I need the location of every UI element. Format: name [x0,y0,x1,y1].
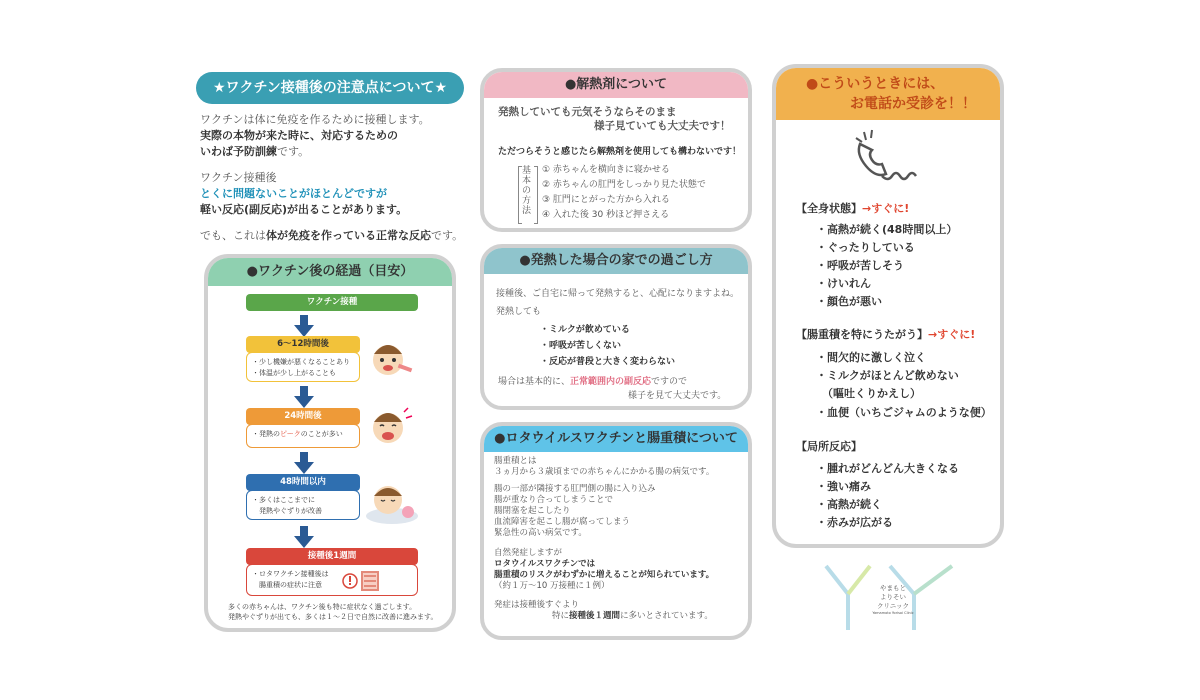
footer-line: 多くの赤ちゃんは、ワクチン後も特に症状なく過ごします。 [228,603,417,611]
home-text: 場合は基本的に、 [498,377,571,387]
step-vaccination: ワクチン接種 [246,294,418,311]
call-header-line: お電話か受診を！！ [850,96,976,112]
home-highlight: 正常範囲内の副反応 [570,377,652,387]
home-care-header: ●発熱した場合の家での過ごし方 [484,248,748,274]
intro-line: 実際の本物が来た時に、対応するための [200,129,398,142]
call-card [772,64,1004,548]
rota-card [480,422,752,640]
call-item: （嘔吐くりかえし） [822,387,921,400]
call-section-intussusception [796,326,975,342]
step-line: ・ロタワクチン接種後は [252,570,329,578]
step-6-12h-box [246,352,360,382]
step-48h-label: 48時間以内 [246,474,360,491]
call-item: ・顔色が悪い [816,295,882,308]
method-step: ③ 肛門にとがった方から入れる [542,195,670,205]
step-1week-box [246,564,418,596]
rota-text: 特に [552,611,570,621]
logo-line: よりそい [880,593,906,601]
step-6-12h-label: 6〜12時間後 [246,336,360,353]
call-item: ・ぐったりしている [816,241,915,254]
fussy-baby-icon [368,338,414,380]
step-text: ・発熱の [252,430,280,438]
method-label: 基本の方法 [521,166,531,216]
rota-line: ３ヵ月から３歳頃までの赤ちゃんにかかる腸の病気です。 [494,467,715,477]
antipyretic-header: ●解熱剤について [484,72,748,98]
rota-bold-line: ロタウイルスワクチンでは [494,559,596,569]
call-urgent: →すぐに! [928,328,976,341]
home-care-card [480,244,752,410]
intro-bold: 体が免疫を作っている正常な反応 [266,229,431,242]
rota-line: 自然発症しますが [494,548,563,558]
intro-line: ワクチン接種後 [200,171,277,184]
home-line: 様子を見て大丈夫です。 [628,391,727,401]
rota-para-2 [494,484,656,539]
intro-paragraph-1 [200,112,430,160]
intro-highlight: とくに問題ないことがほとんどですが [200,187,387,200]
intro-paragraph-3 [200,228,463,244]
call-item: ・高熱が続く [816,498,882,511]
sleeping-baby-icon [364,478,422,526]
rota-para-3 [494,548,714,592]
call-item: ・けいれん [816,277,871,290]
step-line: ・多くはここまでに [252,496,315,504]
method-step: ④ 入れた後 30 秒ほど押さえる [542,210,670,220]
logo-line: やまもと [880,584,906,592]
step-24h-box [246,424,360,448]
home-check: ・呼吸が苦しくない [540,341,622,351]
page-title: ★ワクチン接種後の注意点について★ [196,72,464,104]
call-item: ・腫れがどんどん大きくなる [816,462,959,475]
intro-bold: いわば予防訓練 [200,145,277,158]
call-item: ・呼吸が苦しそう [816,259,904,272]
intro-line: ワクチンは体に免疫を作るために接種します。 [200,113,430,126]
crying-baby-icon [368,404,414,448]
intro-text: でも、これは [200,229,266,242]
intro-paragraph-2 [200,170,407,218]
step-line: 発熱やぐずりが改善 [252,507,322,515]
logo-line: クリニック [876,602,910,610]
rota-line: （約１万〜10 万接種に１例） [494,581,610,591]
step-48h-box [246,490,360,520]
rota-bold-line: 腸重積のリスクがわずかに増えることが知られています。 [494,570,715,580]
rota-header: ●ロタウイルスワクチンと腸重積について [484,426,748,452]
rota-line: 腸重積とは [494,456,537,466]
method-step: ① 赤ちゃんを横向きに寝かせる [542,165,670,175]
rota-line: 発症は接種後すぐより [494,600,580,610]
down-arrow-icon [294,526,314,548]
call-item: ・間欠的に激しく泣く [816,351,926,364]
logo-text [868,584,918,616]
home-text: ですので [651,377,688,387]
home-summary [498,376,687,389]
step-text: のことが多い [300,430,343,438]
down-arrow-icon [294,315,314,337]
antipyretic-highlight-2: 様子見ていても大丈夫です！ [594,120,731,132]
step-24h-label: 24時間後 [246,408,360,425]
call-card-header [776,68,1000,120]
intro-text: です。 [277,145,310,158]
intestine-warning-icon [342,568,382,594]
rota-line: 腸閉塞を起こしたり [494,506,571,516]
call-item: ・赤みが広がる [816,516,893,529]
rota-para-4 [494,600,713,622]
clinic-logo [824,562,956,632]
antipyretic-highlight-1: 発熱していても元気そうならそのまま [498,106,677,118]
step-line: ・体温が少し上がることも [252,369,336,377]
phone-icon [852,126,922,186]
rota-para-1 [494,456,714,478]
down-arrow-icon [294,452,314,474]
rota-line: 緊急性の高い病気です。 [494,528,587,538]
intro-text: です。 [431,229,464,242]
progress-footer [228,602,437,622]
call-item: ・強い痛み [816,480,871,493]
step-line: 腸重積の症状に注意 [252,581,322,589]
call-section-local: 【局所反応】 [796,440,862,453]
step-1week-label: 接種後1週間 [246,548,418,565]
call-item: ・ミルクがほとんど飲めない [816,369,959,382]
progress-card [204,254,456,632]
home-line: 発熱しても [496,307,542,317]
call-urgent: →すぐに! [862,202,910,215]
rota-line: 腸の一部が隣接する肛門側の腸に入り込み [494,484,656,494]
logo-line: Yamamoto Yorisoi Clinic [872,611,914,615]
antipyretic-note: ただつらそうと感じたら解熱剤を使用しても構わないです！ [498,147,742,157]
call-item: ・血便（いちごジャムのような便） [816,406,992,419]
step-peak-text: ピーク [280,430,301,438]
rota-line: 血流障害を起こし腸が腐ってしまう [494,517,631,527]
call-item: ・高熱が続く(48時間以上） [816,223,958,236]
call-section-label: 【腸重積を特にうたがう】 [796,328,928,341]
rota-bold: 接種後１週間 [569,611,621,621]
progress-card-header: ●ワクチン後の経過（目安） [208,258,452,286]
step-line: ・少し機嫌が悪くなることあり [252,358,350,366]
home-check: ・反応が普段と大きく変わらない [540,357,676,367]
home-check: ・ミルクが飲めている [540,325,630,335]
call-section-label: 【全身状態】 [796,202,862,215]
method-step: ② 赤ちゃんの肛門をしっかり見た状態で [542,180,706,190]
call-section-general [796,200,909,216]
antipyretic-card [480,68,752,232]
home-line: 接種後、ご自宅に帰って発熱すると、心配になりますよね。 [496,289,740,299]
rota-line: 腸が重なり合ってしまうことで [494,495,614,505]
footer-line: 発熱やぐずりが出ても、多くは１〜２日で自然に改善に進みます。 [228,613,438,621]
down-arrow-icon [294,386,314,408]
call-header-line: ●こういうときには、 [806,76,945,92]
rota-text: に多いとされています。 [620,611,713,621]
bracket-right [534,166,538,224]
intro-line: 軽い反応(副反応)が出ることがあります。 [200,203,408,216]
